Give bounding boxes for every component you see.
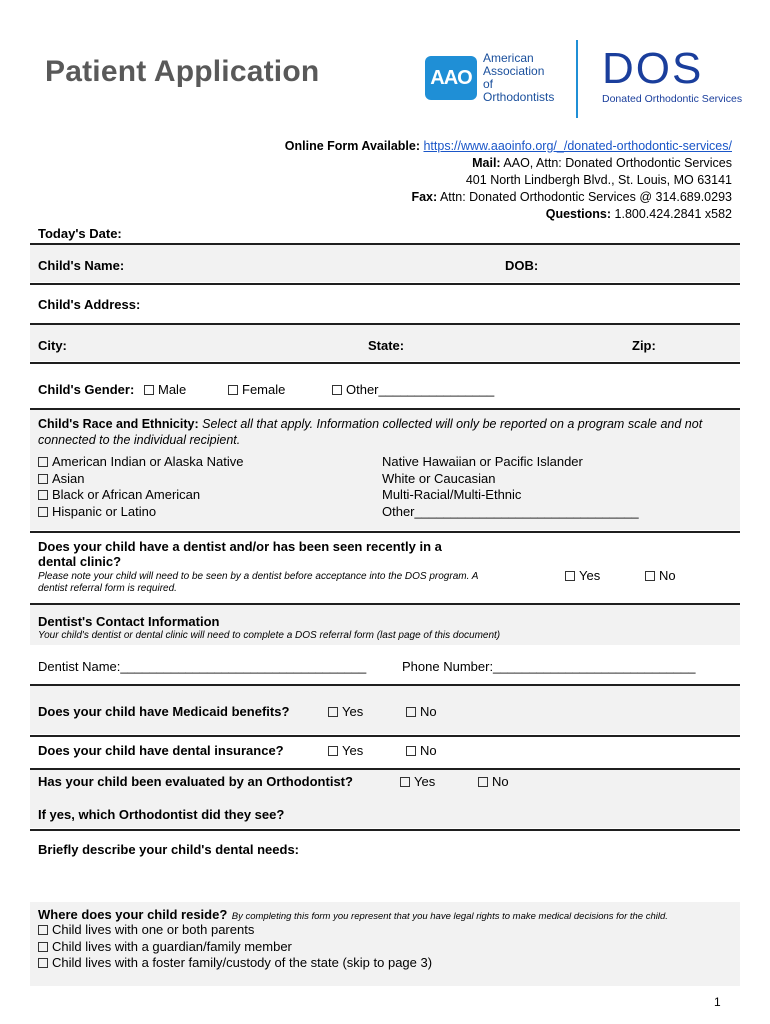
dentist-name-field[interactable]: Dentist Name:__________________________________: [38, 659, 367, 674]
checkbox-icon[interactable]: [38, 474, 48, 484]
separator: [30, 735, 740, 737]
race-option-label: Hispanic or Latino: [52, 503, 157, 519]
race-option-label: Asian: [52, 470, 85, 486]
reside-options: [38, 922, 432, 972]
race-option-multi-racial[interactable]: Multi-Racial/Multi-Ethnic: [382, 487, 522, 502]
race-heading: [38, 416, 738, 448]
reside-note: By completing this form you represent that you have legal rights to make medical decisions for the child.: [231, 911, 668, 922]
dos-logo-mark: DOS: [602, 44, 704, 93]
logo-divider: [576, 40, 578, 118]
race-option-label: Black or African American: [52, 487, 201, 502]
orthodontist-yes-option[interactable]: [400, 774, 435, 789]
race-option-white[interactable]: White or Caucasian: [382, 470, 496, 486]
aao-line3: Orthodontists: [483, 90, 555, 104]
dentist-no-option[interactable]: [645, 568, 676, 583]
childs-name-label: Child's Name:: [38, 258, 125, 273]
medicaid-no-option[interactable]: [406, 704, 437, 719]
checkbox-icon[interactable]: [38, 925, 48, 935]
mail-line2: 401 North Lindbergh Blvd., St. Louis, MO 63141: [465, 173, 732, 187]
race-note-line1: Select all that apply. Information collected will only be reported on a program scale and not: [202, 417, 703, 431]
aao-line1: American: [483, 51, 534, 65]
gender-male-option[interactable]: [144, 382, 186, 397]
checkbox-icon[interactable]: [228, 385, 238, 395]
race-option-other[interactable]: Other_______________________________: [382, 503, 639, 519]
checkbox-icon[interactable]: [406, 746, 416, 756]
insurance-no-option[interactable]: [406, 743, 437, 758]
aao-line2: Association of: [483, 64, 545, 91]
race-label: Child's Race and Ethnicity:: [38, 417, 199, 431]
gender-female-option[interactable]: [228, 382, 285, 397]
dentist-contact-note: Your child's dentist or dental clinic will need to complete a DOS referral form (last page of this document): [38, 630, 501, 641]
gender-other-option[interactable]: [332, 382, 494, 397]
aao-logo-mark: AAO: [425, 56, 477, 100]
gender-male-label: Male: [158, 382, 187, 397]
separator: [30, 283, 740, 285]
orthodontist-no-option[interactable]: [478, 774, 509, 789]
yes-label: Yes: [414, 774, 436, 789]
yes-label: Yes: [342, 704, 364, 719]
race-option-american-indian[interactable]: [38, 454, 243, 471]
dental-needs-question: Briefly describe your child's dental needs:: [38, 842, 300, 857]
reside-option-foster[interactable]: [38, 955, 432, 972]
gender-female-label: Female: [242, 382, 286, 397]
checkbox-icon[interactable]: [565, 571, 575, 581]
checkbox-icon[interactable]: [328, 707, 338, 717]
orthodontist-question: Has your child been evaluated by an Orthodontist?: [38, 774, 353, 789]
page-title: Patient Application: [45, 55, 320, 88]
race-option-label: American Indian or Alaska Native: [52, 454, 244, 469]
dob-label: DOB:: [505, 258, 539, 273]
page-number: 1: [714, 995, 721, 1009]
checkbox-icon[interactable]: [38, 507, 48, 517]
phone-number-field[interactable]: Phone Number:____________________________: [402, 659, 696, 674]
mail-line1: AAO, Attn: Donated Orthodontic Services: [503, 156, 732, 170]
race-option-black[interactable]: [38, 487, 243, 504]
reside-option-guardian[interactable]: [38, 939, 432, 956]
separator: [30, 362, 740, 364]
online-form-link[interactable]: https://www.aaoinfo.org/_/donated-orthodontic-services/: [423, 139, 732, 153]
gender-other-label: Other________________: [346, 382, 495, 397]
dentist-note: [38, 571, 478, 595]
dentist-question: [38, 539, 442, 569]
no-label: No: [420, 743, 437, 758]
checkbox-icon[interactable]: [645, 571, 655, 581]
dentist-note-line1: Please note your child will need to be seen by a dentist before acceptance into the DOS program. A: [38, 571, 479, 582]
city-label: City:: [38, 338, 67, 353]
todays-date-label: Today's Date:: [38, 226, 122, 241]
dentist-question-line1: Does your child have a dentist and/or has been seen recently in a: [38, 539, 442, 554]
orthodontist-which-question: If yes, which Orthodontist did they see?: [38, 807, 285, 822]
dentist-contact-heading: Dentist's Contact Information: [38, 614, 220, 629]
separator: [30, 531, 740, 533]
state-label: State:: [368, 338, 405, 353]
checkbox-icon[interactable]: [38, 958, 48, 968]
checkbox-icon[interactable]: [332, 385, 342, 395]
online-label: Online Form Available:: [284, 139, 420, 153]
checkbox-icon[interactable]: [406, 707, 416, 717]
race-note-line2: connected to the individual recipient.: [38, 433, 241, 447]
insurance-question: Does your child have dental insurance?: [38, 743, 284, 758]
aao-logo: [425, 50, 555, 110]
race-options-right: [382, 454, 639, 520]
reside-option-label: Child lives with one or both parents: [52, 922, 255, 937]
checkbox-icon[interactable]: [328, 746, 338, 756]
mail-label: Mail:: [472, 156, 501, 170]
checkbox-icon[interactable]: [478, 777, 488, 787]
no-label: No: [659, 568, 676, 583]
checkbox-icon[interactable]: [38, 457, 48, 467]
dentist-yes-option[interactable]: [565, 568, 600, 583]
reside-option-parents[interactable]: [38, 922, 432, 939]
insurance-yes-option[interactable]: [328, 743, 363, 758]
yes-label: Yes: [579, 568, 601, 583]
dentist-note-line2: dentist referral form is required.: [38, 583, 177, 594]
fax-value: Attn: Donated Orthodontic Services @ 314.689.0293: [439, 190, 732, 204]
medicaid-yes-option[interactable]: [328, 704, 363, 719]
reside-option-label: Child lives with a foster family/custody of the state (skip to page 3): [52, 955, 433, 970]
checkbox-icon[interactable]: [38, 490, 48, 500]
childs-address-label: Child's Address:: [38, 297, 141, 312]
dos-logo: [602, 45, 742, 115]
fax-label: Fax:: [411, 190, 438, 204]
race-options-left: [38, 454, 243, 520]
dentist-question-line2: dental clinic?: [38, 554, 122, 569]
no-label: No: [492, 774, 509, 789]
questions-value: 1.800.424.2841 x582: [614, 207, 732, 221]
gender-label: Child's Gender:: [38, 382, 135, 397]
no-label: No: [420, 704, 437, 719]
checkbox-icon[interactable]: [144, 385, 154, 395]
medicaid-question: Does your child have Medicaid benefits?: [38, 704, 290, 719]
dos-logo-subtitle: Donated Orthodontic Services: [602, 93, 743, 105]
race-option-hispanic[interactable]: [38, 504, 243, 521]
race-option-native-hawaiian[interactable]: Native Hawaiian or Pacific Islander: [382, 454, 583, 469]
contact-info: [285, 138, 732, 223]
checkbox-icon[interactable]: [38, 942, 48, 952]
reside-option-label: Child lives with a guardian/family member: [52, 938, 292, 954]
race-option-asian[interactable]: [38, 471, 243, 488]
dental-needs-field[interactable]: [38, 860, 738, 900]
zip-label: Zip:: [632, 338, 656, 353]
reside-question: Where does your child reside?: [38, 907, 228, 922]
checkbox-icon[interactable]: [400, 777, 410, 787]
aao-logo-text: [483, 52, 555, 104]
name-row-band: [30, 245, 740, 282]
separator: [30, 829, 740, 831]
questions-label: Questions:: [545, 207, 612, 221]
yes-label: Yes: [342, 743, 364, 758]
